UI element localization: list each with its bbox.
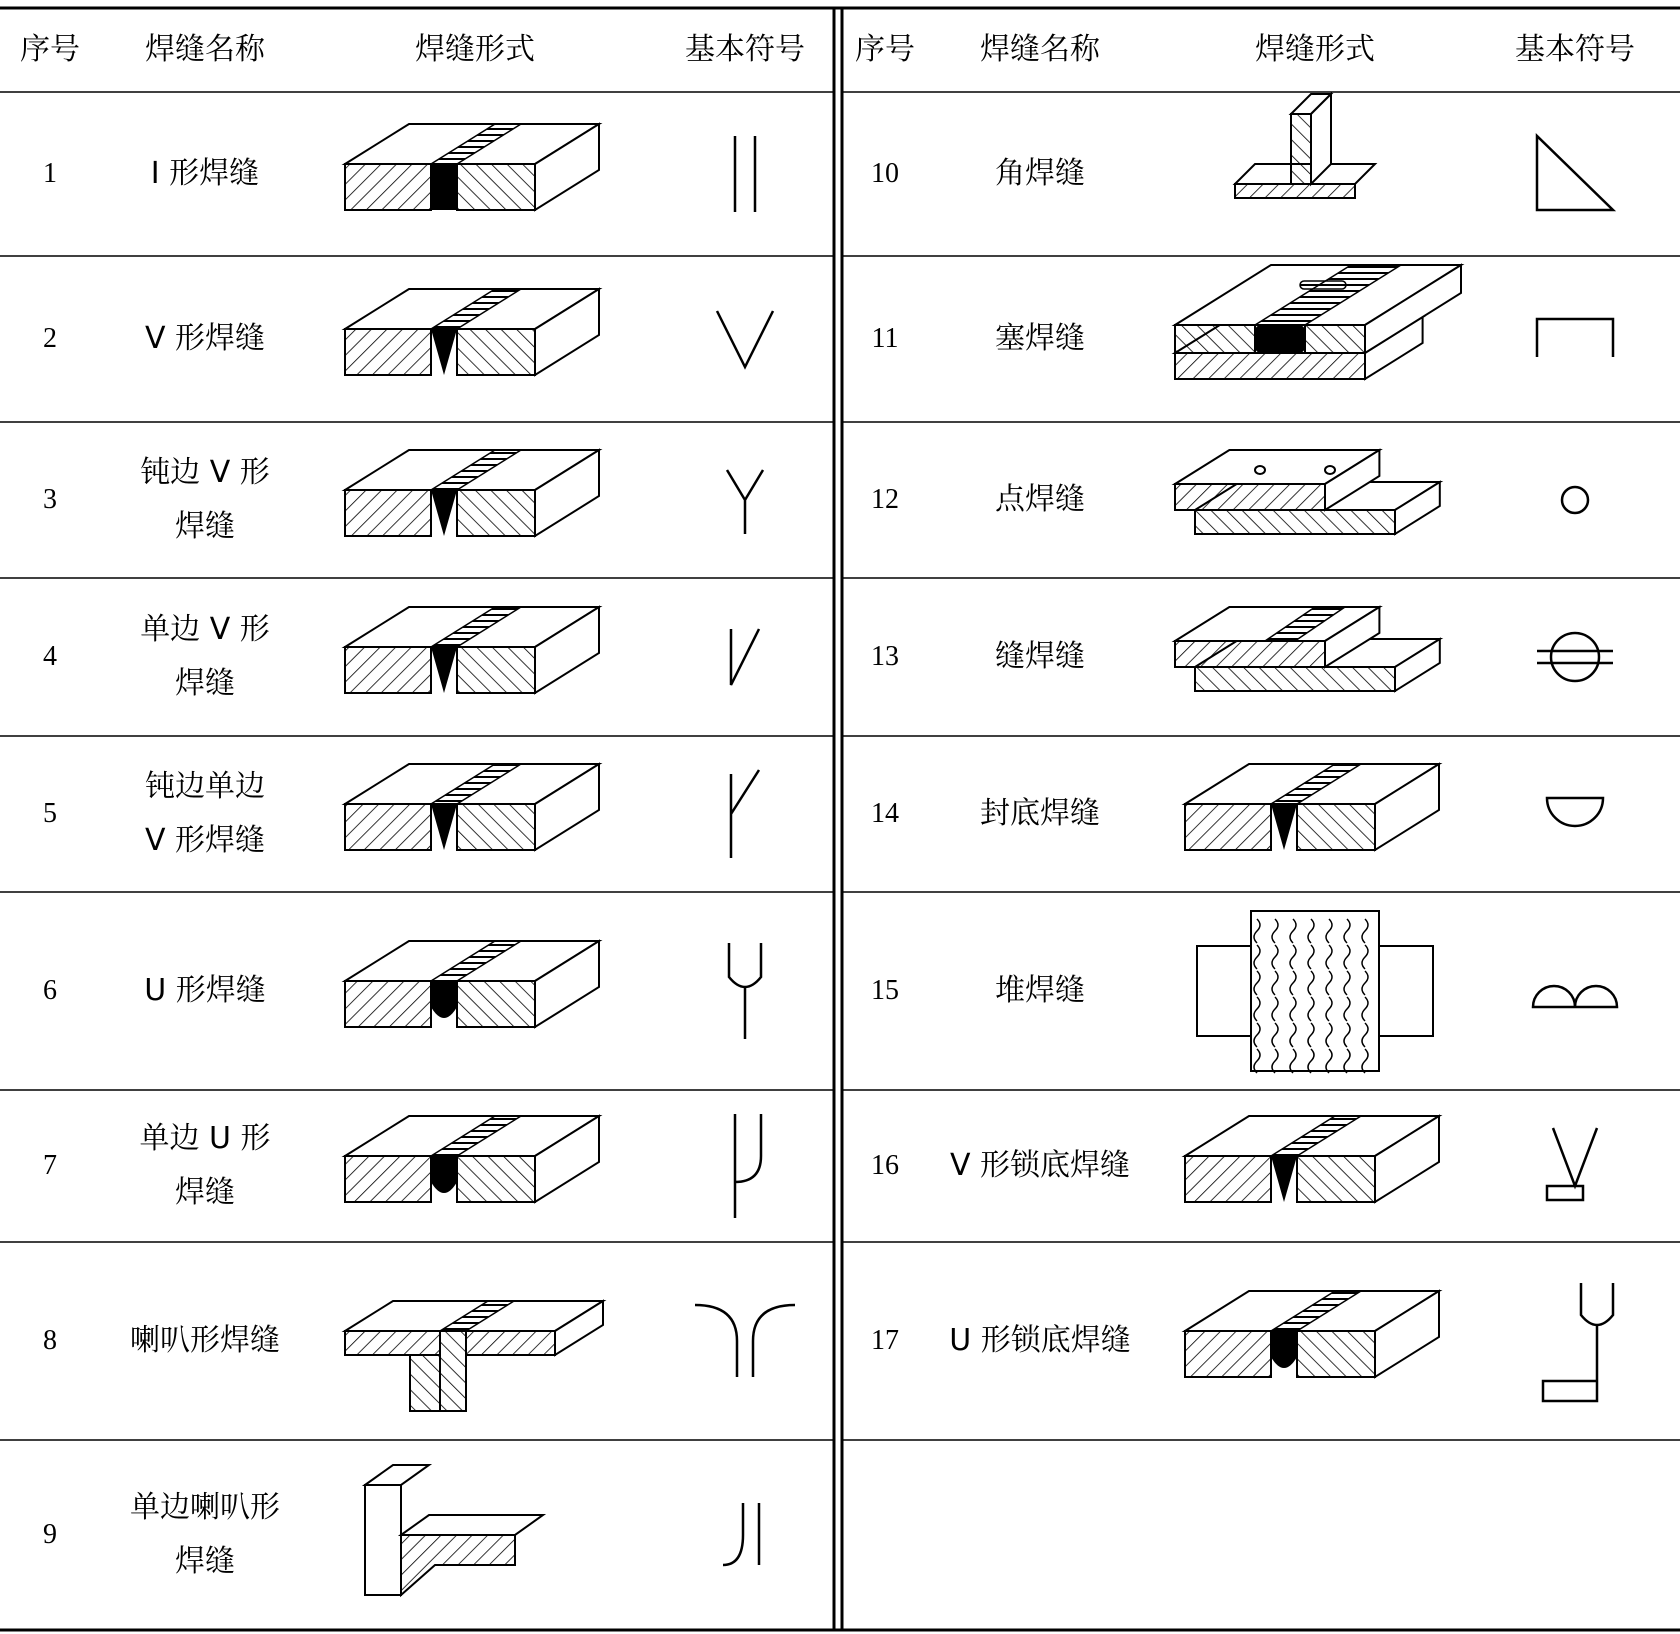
weld-name-line: 喇叭形焊缝 (130, 1323, 280, 1358)
surfacing-weld-symbol-icon (1533, 986, 1617, 1007)
weld-name (925, 630, 1155, 684)
i-weld-symbol-icon (735, 136, 755, 212)
row-number: 13 (871, 641, 899, 672)
row-number: 10 (871, 158, 899, 189)
weld-name-line: 点焊缝 (995, 482, 1085, 517)
header-basic-symbol: 基本符号 (1515, 32, 1635, 67)
weld-name-line: 堆焊缝 (995, 973, 1085, 1008)
seam-weld-symbol-icon (1537, 633, 1613, 681)
weld-name (925, 147, 1155, 201)
flare-bevel-symbol-icon (723, 1503, 759, 1565)
weld-name (925, 1314, 1155, 1368)
bevel-root-face-symbol-icon (731, 770, 759, 858)
j-weld-symbol-icon (735, 1114, 761, 1218)
weld-name (90, 312, 320, 366)
header-number: 序号 (20, 32, 80, 67)
weld-name-line: 封底焊缝 (980, 796, 1100, 831)
row-number: 12 (871, 484, 899, 515)
spot-weld-symbol-icon (1562, 487, 1588, 513)
weld-name-line: 焊缝 (175, 1544, 235, 1579)
weld-name-line: U 形焊缝 (144, 973, 266, 1008)
weld-name-line: U 形锁底焊缝 (949, 1323, 1131, 1358)
flare-v-symbol-icon (695, 1305, 795, 1377)
weld-name (925, 473, 1155, 527)
row-number: 8 (43, 1325, 57, 1356)
weld-name-line: I 形焊缝 (150, 156, 260, 191)
weld-name-line: 单边喇叭形 (130, 1490, 280, 1525)
weld-name-line: 单边 V 形 (140, 612, 270, 647)
weld-name (925, 1139, 1155, 1193)
i-weld-joint-icon (345, 124, 599, 210)
weld-name-line: 单边 U 形 (139, 1121, 271, 1156)
weld-name-line: 焊缝 (175, 1175, 235, 1210)
row-number: 11 (871, 323, 899, 354)
weld-name-line: 塞焊缝 (995, 321, 1085, 356)
plug-weld-symbol-icon (1537, 319, 1613, 357)
row-number: 1 (43, 158, 57, 189)
u-locked-weld-symbol-icon (1543, 1283, 1613, 1401)
row-number: 6 (43, 975, 57, 1006)
header-weld-name: 焊缝名称 (980, 32, 1100, 67)
weld-name-line: 焊缝 (175, 666, 235, 701)
weld-name-line: 角焊缝 (995, 156, 1085, 191)
weld-name (925, 964, 1155, 1018)
j-weld-joint-icon (345, 1116, 599, 1202)
backing-weld-joint-icon (1185, 764, 1439, 850)
weld-name (925, 787, 1155, 841)
plug-weld-joint-icon (1175, 265, 1461, 379)
row-number: 2 (43, 323, 57, 354)
v-weld-joint-icon (345, 289, 599, 375)
row-number: 4 (43, 641, 57, 672)
row-number: 16 (871, 1150, 899, 1181)
weld-name-line: 缝焊缝 (995, 639, 1085, 674)
weld-name (90, 603, 320, 711)
weld-name (925, 312, 1155, 366)
row-number: 5 (43, 798, 57, 829)
row-number: 15 (871, 975, 899, 1006)
weld-name-line: V 形锁底焊缝 (949, 1148, 1131, 1183)
backing-weld-symbol-icon (1547, 798, 1603, 826)
y-weld-joint-icon (345, 450, 599, 536)
row-number: 3 (43, 484, 57, 515)
header-weld-form: 焊缝形式 (1255, 32, 1375, 67)
seam-weld-joint-icon (1175, 607, 1440, 691)
weld-name (90, 760, 320, 868)
weld-name-line: V 形焊缝 (144, 321, 266, 356)
weld-name (90, 1314, 320, 1368)
header-number: 序号 (855, 32, 915, 67)
v-locked-weld-symbol-icon (1547, 1128, 1597, 1200)
weld-name (90, 446, 320, 554)
row-number: 14 (871, 798, 899, 829)
weld-name-line: 钝边 V 形 (140, 455, 270, 490)
u-weld-symbol-icon (729, 943, 761, 1039)
u-locked-weld-joint-icon (1185, 1291, 1439, 1377)
weld-name (90, 964, 320, 1018)
v-locked-weld-joint-icon (1185, 1116, 1439, 1202)
fillet-weld-symbol-icon (1537, 136, 1613, 210)
bevel-root-face-joint-icon (345, 764, 599, 850)
weld-name (90, 1481, 320, 1589)
header-weld-form: 焊缝形式 (415, 32, 535, 67)
u-weld-joint-icon (345, 941, 599, 1027)
row-number: 17 (871, 1325, 899, 1356)
bevel-weld-joint-icon (345, 607, 599, 693)
weld-name (90, 147, 320, 201)
flare-v-joint-icon (345, 1301, 603, 1411)
weld-name-line: V 形焊缝 (144, 823, 266, 858)
weld-name (90, 1112, 320, 1220)
spot-weld-joint-icon (1175, 450, 1440, 534)
row-number: 9 (43, 1519, 57, 1550)
weld-name-line: 钝边单边 (145, 769, 265, 804)
surfacing-weld-joint-icon (1197, 911, 1433, 1073)
fillet-weld-joint-icon (1235, 94, 1375, 198)
bevel-weld-symbol-icon (731, 629, 759, 685)
weld-name-line: 焊缝 (175, 509, 235, 544)
header-weld-name: 焊缝名称 (145, 32, 265, 67)
header-basic-symbol: 基本符号 (685, 32, 805, 67)
y-weld-symbol-icon (727, 470, 763, 534)
v-weld-symbol-icon (717, 311, 773, 367)
row-number: 7 (43, 1150, 57, 1181)
flare-bevel-joint-icon (365, 1465, 543, 1595)
